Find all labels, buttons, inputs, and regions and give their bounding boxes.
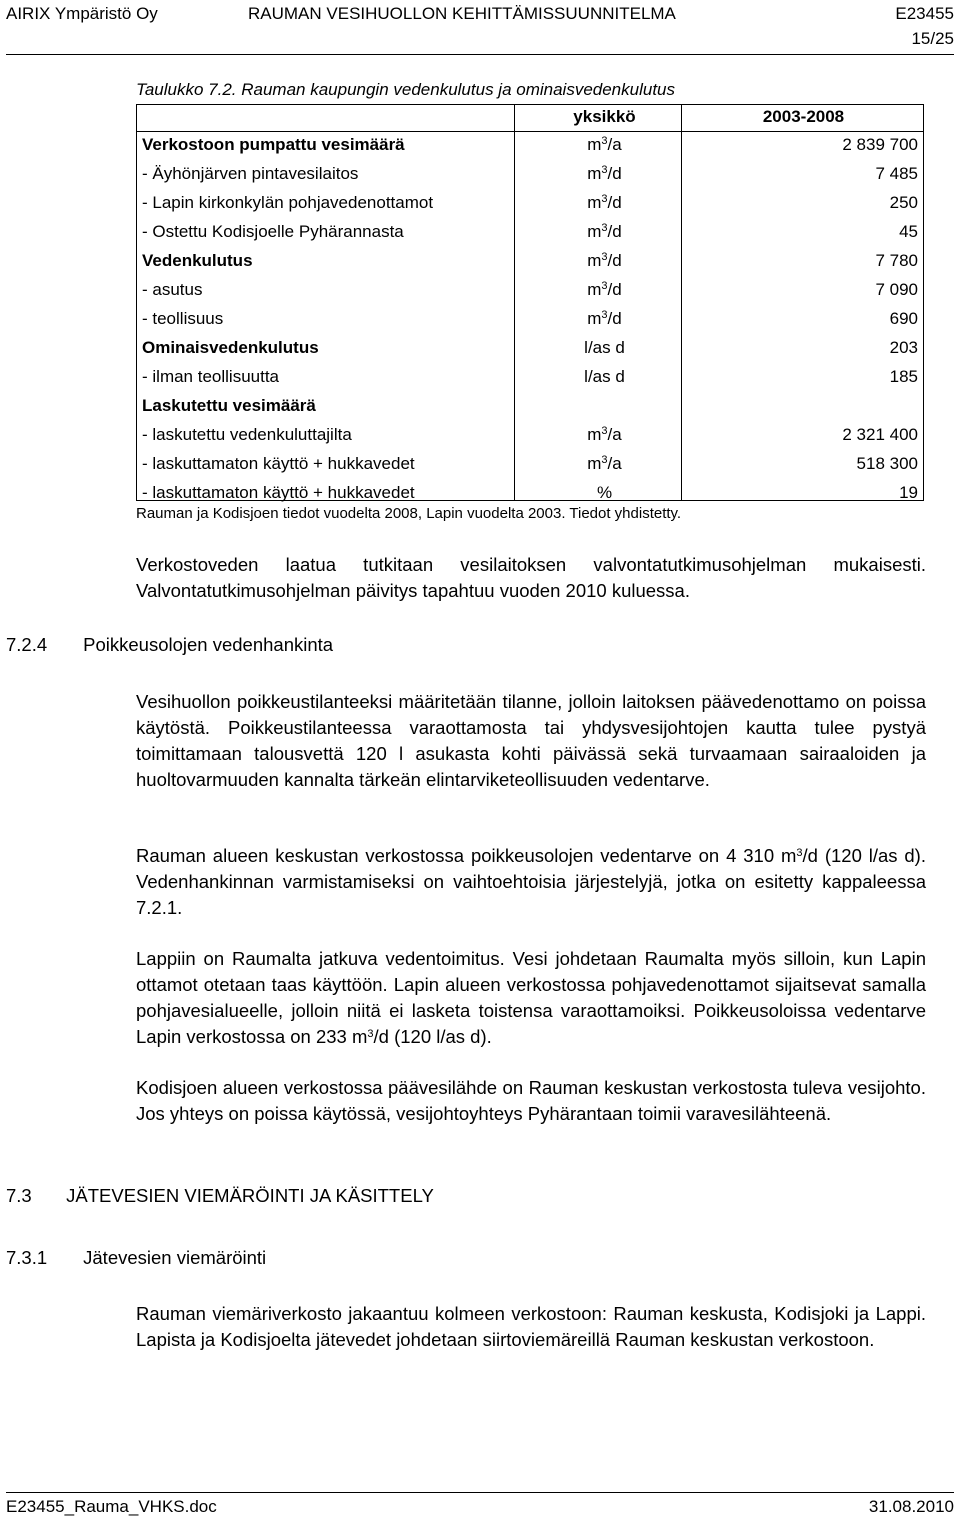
document-title: RAUMAN VESIHUOLLON KEHITTÄMISSUUNNITELMA [248, 4, 676, 23]
row-unit [526, 333, 683, 362]
table-header-row [136, 104, 924, 130]
section-heading-7-3 [6, 1185, 434, 1207]
row-value: 518 300 [856, 454, 918, 473]
unit-base: m [587, 309, 602, 328]
unit-exponent: 3 [601, 135, 608, 147]
section-heading-7-3-1 [6, 1247, 266, 1269]
row-label: Ominaisvedenkulutus [142, 338, 319, 357]
company-name: AIRIX Ympäristö Oy [6, 4, 158, 23]
paragraph-emergency-definition: Vesihuollon poikkeustilanteeksi määritetään tilanne, jolloin laitoksen päävedenottamo on poissa käytöstä. Poikkeustilanteessa varaottamosta tai yhdysvesijohtojen kautta tulee pystyä toimittamaan talousvettä 120 l asukasta kohti päivässä sekä turvaamaan sairaaloiden ja huoltovarmuuden kannalta tärkeän elintarviketeollisuuden vedentarve. [136, 691, 926, 790]
row-label: - laskuttamaton käyttö + hukkavedet [142, 454, 415, 473]
row-unit [526, 130, 683, 159]
unit-base: % [596, 483, 613, 502]
section-number: 7.3 [6, 1185, 32, 1206]
section-title: Poikkeusolojen vedenhankinta [83, 634, 334, 655]
unit-exponent: 3 [601, 280, 608, 292]
section-title: JÄTEVESIEN VIEMÄRÖINTI JA KÄSITTELY [66, 1185, 434, 1206]
row-label: - Ostettu Kodisjoelle Pyhärannasta [142, 222, 404, 241]
section-title: Jätevesien viemäröinti [83, 1247, 267, 1268]
paragraph-lappi-supply [136, 946, 926, 1050]
unit-exponent: 3 [601, 164, 608, 176]
paragraph-kodisjoki-supply: Kodisjoen alueen verkostossa päävesilähde on Rauman keskustan verkostosta tuleva vesijohto. Jos yhteys on poissa käytössä, vesijohtoyhteys Pyhärantaan toimii varavesilähteenä. [136, 1077, 926, 1124]
row-unit [526, 188, 683, 217]
unit-exponent: 3 [601, 309, 608, 321]
table-row [136, 391, 924, 420]
row-unit [526, 478, 683, 507]
unit-base: m [587, 222, 602, 241]
unit-tail: /d [607, 309, 622, 328]
table-source-note: Rauman ja Kodisjoen tiedot vuodelta 2008, Lapin vuodelta 2003. Tiedot yhdistetty. [136, 505, 682, 522]
unit-exponent: 3 [601, 425, 608, 437]
section-number: 7.3.1 [6, 1247, 48, 1268]
unit-exponent: 3 [601, 193, 608, 205]
footer-filename: E23455_Rauma_VHKS.doc [6, 1497, 217, 1516]
unit-base: m [587, 193, 602, 212]
page-footer [6, 1492, 954, 1517]
unit-base: m [587, 135, 602, 154]
row-label: - asutus [142, 280, 203, 299]
unit-tail: /a [607, 454, 622, 473]
unit-base: l/as d [584, 338, 625, 357]
table-row [136, 420, 924, 449]
table-row [136, 217, 924, 246]
section-number: 7.2.4 [6, 634, 48, 655]
text-part: /d (120 l/as d). Vedenhankinnan varmistamiseksi on vaihtoehtoisia järjestelyjä, jotka on esitetty kappaleessa 7.2.1. [136, 845, 926, 918]
table-row [136, 449, 924, 478]
unit-base: m [587, 280, 602, 299]
unit-tail: /d [607, 193, 622, 212]
row-value: 203 [889, 338, 918, 357]
document-code: E23455 [895, 4, 954, 23]
unit-tail: /a [607, 425, 622, 444]
unit-tail: /d [607, 222, 622, 241]
table-row [136, 362, 924, 391]
row-value: 185 [889, 367, 918, 386]
unit-base: m [587, 454, 602, 473]
footer-date: 31.08.2010 [868, 1497, 954, 1516]
header-period: 2003-2008 [762, 107, 845, 126]
superscript: 3 [796, 847, 803, 859]
table-row [136, 188, 924, 217]
table-caption: Taulukko 7.2. Rauman kaupungin vedenkulutus ja ominaisvedenkulutus [136, 80, 676, 99]
row-unit [526, 391, 683, 420]
unit-base: m [587, 425, 602, 444]
row-value: 690 [889, 309, 918, 328]
row-label: - laskuttamaton käyttö + hukkavedet [142, 483, 415, 502]
superscript: 3 [367, 1028, 374, 1040]
row-label: Laskutettu vesimäärä [142, 396, 316, 415]
row-unit [526, 420, 683, 449]
table-row [136, 333, 924, 362]
row-label: - ilman teollisuutta [142, 367, 280, 386]
table-row [136, 130, 924, 159]
row-value: 7 485 [875, 164, 918, 183]
row-unit [526, 362, 683, 391]
unit-exponent: 3 [601, 222, 608, 234]
text-part: /d (120 l/as d). [373, 1026, 492, 1047]
row-label: - Äyhönjärven pintavesilaitos [142, 164, 359, 183]
row-value: 7 090 [875, 280, 918, 299]
paragraph-sewer-network: Rauman viemäriverkosto jakaantuu kolmeen verkostoon: Rauman keskusta, Kodisjoki ja Lappi. Lapista ja Kodisjoelta jätevedet johdetaan siirtoviemäreillä Rauman keskustan verkostoon. [136, 1303, 926, 1350]
row-unit [526, 246, 683, 275]
row-unit [526, 449, 683, 478]
table-row [136, 159, 924, 188]
row-unit [526, 304, 683, 333]
unit-tail: /d [607, 280, 622, 299]
row-value: 7 780 [875, 251, 918, 270]
row-value [683, 391, 924, 420]
water-consumption-table [136, 104, 924, 507]
table-row [136, 304, 924, 333]
unit-tail: /a [607, 135, 622, 154]
row-value: 19 [899, 483, 918, 502]
header-empty-cell [136, 104, 526, 130]
row-label: Vedenkulutus [142, 251, 253, 270]
table-row [136, 246, 924, 275]
row-value: 2 839 700 [842, 135, 918, 154]
row-value: 2 321 400 [842, 425, 918, 444]
unit-tail: /d [607, 251, 622, 270]
row-unit [526, 275, 683, 304]
unit-tail: /d [607, 164, 622, 183]
page-header [6, 4, 954, 55]
unit-exponent: 3 [601, 454, 608, 466]
text-part: Lappiin on Raumalta jatkuva vedentoimitus. Vesi johdetaan Raumalta myös silloin, kun Lapin ottamot otetaan taas käyttöön. Lapin alueen verkostossa pohjavedenottamot sijaitsevat samalla pohjavesialueelle, jolloin niitä ei lasketa toistensa varaottamoiksi. Poikkeusoloissa vedentarve Lapin verkostossa on 233 m [136, 948, 926, 1047]
section-heading-7-2-4 [6, 634, 333, 656]
row-unit [526, 159, 683, 188]
header-unit: yksikkö [573, 107, 636, 126]
unit-base: l/as d [584, 367, 625, 386]
row-label: - Lapin kirkonkylän pohjavedenottamot [142, 193, 434, 212]
table-row [136, 478, 924, 507]
unit-exponent: 3 [601, 251, 608, 263]
row-label: Verkostoon pumpattu vesimäärä [142, 135, 405, 154]
row-value: 250 [889, 193, 918, 212]
row-label: - laskutettu vedenkuluttajilta [142, 425, 352, 444]
unit-base: m [587, 251, 602, 270]
text-part: Rauman alueen keskustan verkostossa poikkeusolojen vedentarve on 4 310 m [136, 845, 797, 866]
row-unit [526, 217, 683, 246]
page-number: 15/25 [911, 29, 954, 48]
unit-base: m [587, 164, 602, 183]
row-value: 45 [899, 222, 918, 241]
row-label: - teollisuus [142, 309, 224, 328]
table-row [136, 275, 924, 304]
paragraph-quality-monitoring: Verkostoveden laatua tutkitaan vesilaitoksen valvontatutkimusohjelman mukaisesti. Valvontatutkimusohjelman päivitys tapahtuu vuoden 2010 kuluessa. [136, 554, 926, 601]
paragraph-rauma-emergency-demand [136, 843, 926, 921]
